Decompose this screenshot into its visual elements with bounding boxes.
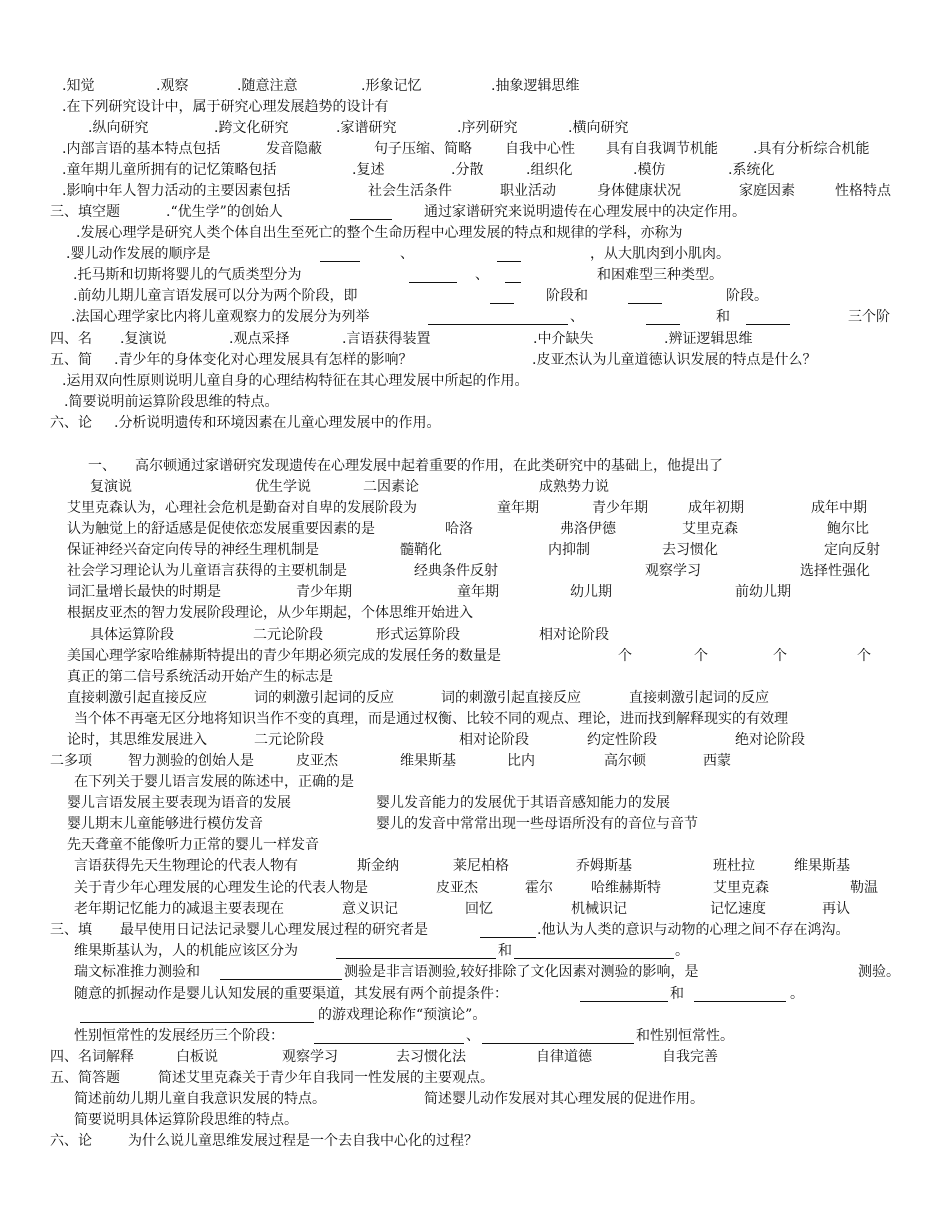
- option-b: 弗洛伊德: [560, 521, 616, 537]
- term: 去习惯化法: [396, 1049, 466, 1065]
- option-a: 个: [618, 648, 632, 664]
- option-a: 婴儿言语发展主要表现为语音的发展: [67, 795, 291, 811]
- question: .青少年的身体变化对心理发展具有怎样的影响？: [114, 352, 413, 368]
- option-b: 相对论阶段: [459, 732, 529, 748]
- option-d: 相对论阶段: [539, 627, 609, 643]
- section-heading: 六、论: [50, 1133, 92, 1149]
- term: .观点采择: [229, 331, 290, 347]
- option-e: 再认: [822, 901, 850, 917]
- option-b: 词的刺激引起词的反应: [254, 690, 394, 706]
- option-b: 二元论阶段: [253, 627, 323, 643]
- option-b: 优生学说: [255, 479, 311, 495]
- answer-blank: [746, 324, 790, 325]
- question: 为什么说儿童思维发展过程是一个去自我中心化的过程？: [128, 1133, 478, 1149]
- section-heading: 二多项: [50, 753, 92, 769]
- option-c: 幼儿期: [570, 584, 612, 600]
- question: 简述艾里克森关于青少年自我同一性发展的主要观点。: [158, 1070, 494, 1086]
- option-c: 成年初期: [688, 500, 744, 516]
- answer-blank: [336, 958, 496, 959]
- option-a: 斯金纳: [357, 858, 399, 874]
- answer-blank: [646, 324, 680, 325]
- option-a: 哈洛: [445, 521, 473, 537]
- option-b: .分散: [451, 162, 484, 178]
- option-c: 身体健康状况: [597, 183, 681, 199]
- term: .言语获得装置: [342, 331, 431, 347]
- question-stem: 社会学习理论认为儿童语言获得的主要机制是: [67, 563, 347, 579]
- option-d: 记忆速度: [710, 901, 766, 917]
- option-a: 髓鞘化: [400, 542, 442, 558]
- option-c: .组织化: [526, 162, 573, 178]
- question: .简要说明前运算阶段思维的特点。: [64, 394, 279, 410]
- option-a: .知觉: [62, 78, 95, 94]
- term: 白板说: [176, 1049, 218, 1065]
- option-d: .模仿: [633, 162, 666, 178]
- term: .复演说: [120, 331, 167, 347]
- option-c: 形式运算阶段: [376, 627, 460, 643]
- section-heading: 四、名: [50, 331, 92, 347]
- option-c: .家谱研究: [336, 120, 397, 136]
- question-stem: 美国心理学家哈维赫斯特提出的青少年期必须完成的发展任务的数量是: [67, 648, 501, 664]
- answer-blank: [480, 937, 536, 938]
- answer-blank: [350, 219, 392, 220]
- question: .皮亚杰认为儿童道德认识发展的特点是什么？: [532, 352, 817, 368]
- option-b: 青少年期: [592, 500, 648, 516]
- option-a: .纵向研究: [88, 120, 149, 136]
- option-c: 约定性阶段: [587, 732, 657, 748]
- question: 简要说明具体运算阶段思维的特点。: [74, 1112, 298, 1128]
- section-heading: 五、简: [50, 352, 92, 368]
- option-b: 个: [694, 648, 708, 664]
- answer-blank: [628, 303, 662, 304]
- section-heading: 一、: [88, 458, 116, 474]
- option-c: 自我中心性: [505, 141, 575, 157]
- question: 简述前幼儿期儿童自我意识发展的特点。: [74, 1091, 326, 1107]
- option-b: 内抑制: [548, 542, 590, 558]
- section-heading: 三、填空题: [50, 204, 120, 220]
- section-heading: 三、填: [50, 922, 92, 938]
- option-e: .横向研究: [568, 120, 629, 136]
- option-a: 直接刺激引起直接反应: [67, 690, 207, 706]
- question-stem: 论时，其思维发展进入: [67, 732, 207, 748]
- term: .辨证逻辑思维: [664, 331, 753, 347]
- option-b: 童年期: [457, 584, 499, 600]
- answer-blank: [490, 303, 514, 304]
- answer-blank: [580, 1001, 668, 1002]
- option-a: .复述: [352, 162, 385, 178]
- option-c: 词的刺激引起直接反应: [441, 690, 581, 706]
- option-a: 具体运算阶段: [90, 627, 174, 643]
- option-e: .抽象逻辑思维: [491, 78, 580, 94]
- question-stem: 关于青少年心理发展的心理发生论的代表人物是: [74, 880, 368, 896]
- option-d: 鲍尔比: [827, 521, 869, 537]
- option-b: .跨文化研究: [214, 120, 289, 136]
- question-stem: .影响中年人智力活动的主要因素包括: [62, 183, 291, 199]
- option-c: .随意注意: [237, 78, 298, 94]
- answer-blank: [428, 324, 568, 325]
- option-e: 西蒙: [703, 753, 731, 769]
- option-a: 二元论阶段: [254, 732, 324, 748]
- section-heading: 六、论: [50, 415, 92, 431]
- option-a: 社会生活条件: [368, 183, 452, 199]
- option-c: 去习惯化: [662, 542, 718, 558]
- option-d: 成熟势力说: [539, 479, 609, 495]
- option-c: 选择性强化: [800, 563, 870, 579]
- option-b: 句子压缩、简略: [374, 141, 472, 157]
- answer-blank: [320, 261, 360, 262]
- answer-blank: [497, 261, 521, 262]
- section-heading: 五、简答题: [50, 1070, 120, 1086]
- option-d: 定向反射: [824, 542, 880, 558]
- option-c: 艾里克森: [682, 521, 738, 537]
- question-stem: 老年期记忆能力的减退主要表现在: [74, 901, 284, 917]
- option-c: 二因素论: [363, 479, 419, 495]
- answer-blank: [314, 1043, 464, 1044]
- option-e: .具有分析综合机能: [753, 141, 870, 157]
- answer-blank: [80, 1022, 314, 1023]
- term: 自我完善: [662, 1049, 718, 1065]
- option-c: 机械识记: [571, 901, 627, 917]
- option-d: 家庭因素: [739, 183, 795, 199]
- answer-blank: [514, 958, 674, 959]
- option-d: 班杜拉: [713, 858, 755, 874]
- section-heading: 四、名词解释: [50, 1049, 134, 1065]
- option-b: 回忆: [465, 901, 493, 917]
- option-d: 婴儿的发音中常常出现一些母语所没有的音位与音节: [376, 816, 698, 832]
- option-e: 维果斯基: [794, 858, 850, 874]
- option-b: 观察学习: [645, 563, 701, 579]
- question: .运用双向性原则说明儿童自身的心理结构特征在其心理发展中所起的作用。: [62, 373, 529, 389]
- option-b: 莱尼柏格: [453, 858, 509, 874]
- question: .分析说明遗传和环境因素在儿童心理发展中的作用。: [114, 415, 441, 431]
- answer-blank: [482, 1043, 634, 1044]
- question-stem: .童年期儿童所拥有的记忆策略包括: [62, 162, 277, 178]
- option-d: 前幼儿期: [735, 584, 791, 600]
- answer-blank: [505, 282, 521, 283]
- option-d: 艾里克森: [713, 880, 769, 896]
- question-stem: .“优生学”的创始人: [166, 204, 283, 220]
- option-e: 性格特点: [835, 183, 891, 199]
- question-stem: 言语获得先天生物理论的代表人物有: [74, 858, 298, 874]
- option-d: 绝对论阶段: [735, 732, 805, 748]
- option-b: .观察: [156, 78, 189, 94]
- question-stem: 认为触觉上的舒适感是促使依恋发展重要因素的是: [67, 521, 375, 537]
- option-c: 比内: [507, 753, 535, 769]
- answer-blank: [409, 282, 457, 283]
- option-d: 成年中期: [811, 500, 867, 516]
- option-d: .序列研究: [457, 120, 518, 136]
- option-a: 皮亚杰: [296, 753, 338, 769]
- question-stem: .内部言语的基本特点包括: [62, 141, 221, 157]
- question-stem: 词汇量增长最快的时期是: [67, 584, 221, 600]
- term: .中介缺失: [533, 331, 594, 347]
- option-d: 个: [857, 648, 871, 664]
- term: 自律道德: [536, 1049, 592, 1065]
- option-d: 高尔顿: [604, 753, 646, 769]
- option-a: 复演说: [90, 479, 132, 495]
- option-b: 婴儿发音能力的发展优于其语音感知能力的发展: [376, 795, 670, 811]
- option-a: 经典条件反射: [414, 563, 498, 579]
- term: 观察学习: [282, 1049, 338, 1065]
- answer-blank: [694, 1001, 786, 1002]
- option-a: 发音隐蔽: [266, 141, 322, 157]
- option-a: 童年期: [497, 500, 539, 516]
- question-stem: 艾里克森认为，心理社会危机是勤奋对自卑的发展阶段为: [67, 500, 417, 516]
- question-stem: 智力测验的创始人是: [128, 753, 254, 769]
- question-stem: 保证神经兴奋定向传导的神经生理机制是: [67, 542, 319, 558]
- option-b: 霍尔: [525, 880, 553, 896]
- option-e: 勒温: [850, 880, 878, 896]
- option-c: 婴儿期末儿童能够进行模仿发音: [67, 816, 263, 832]
- option-b: 维果斯基: [400, 753, 456, 769]
- option-c: 哈维赫斯特: [591, 880, 661, 896]
- option-e: .系统化: [728, 162, 775, 178]
- option-d: .形象记忆: [361, 78, 422, 94]
- option-e: 先天聋童不能像听力正常的婴儿一样发音: [67, 837, 319, 853]
- option-c: 个: [773, 648, 787, 664]
- option-d: 具有自我调节机能: [606, 141, 718, 157]
- question: 简述婴儿动作发展对其心理发展的促进作用。: [424, 1091, 704, 1107]
- option-b: 职业活动: [500, 183, 556, 199]
- option-d: 直接刺激引起词的反应: [629, 690, 769, 706]
- option-a: 意义识记: [342, 901, 398, 917]
- option-a: 皮亚杰: [436, 880, 478, 896]
- option-c: 乔姆斯基: [576, 858, 632, 874]
- answer-blank: [220, 979, 342, 980]
- option-a: 青少年期: [296, 584, 352, 600]
